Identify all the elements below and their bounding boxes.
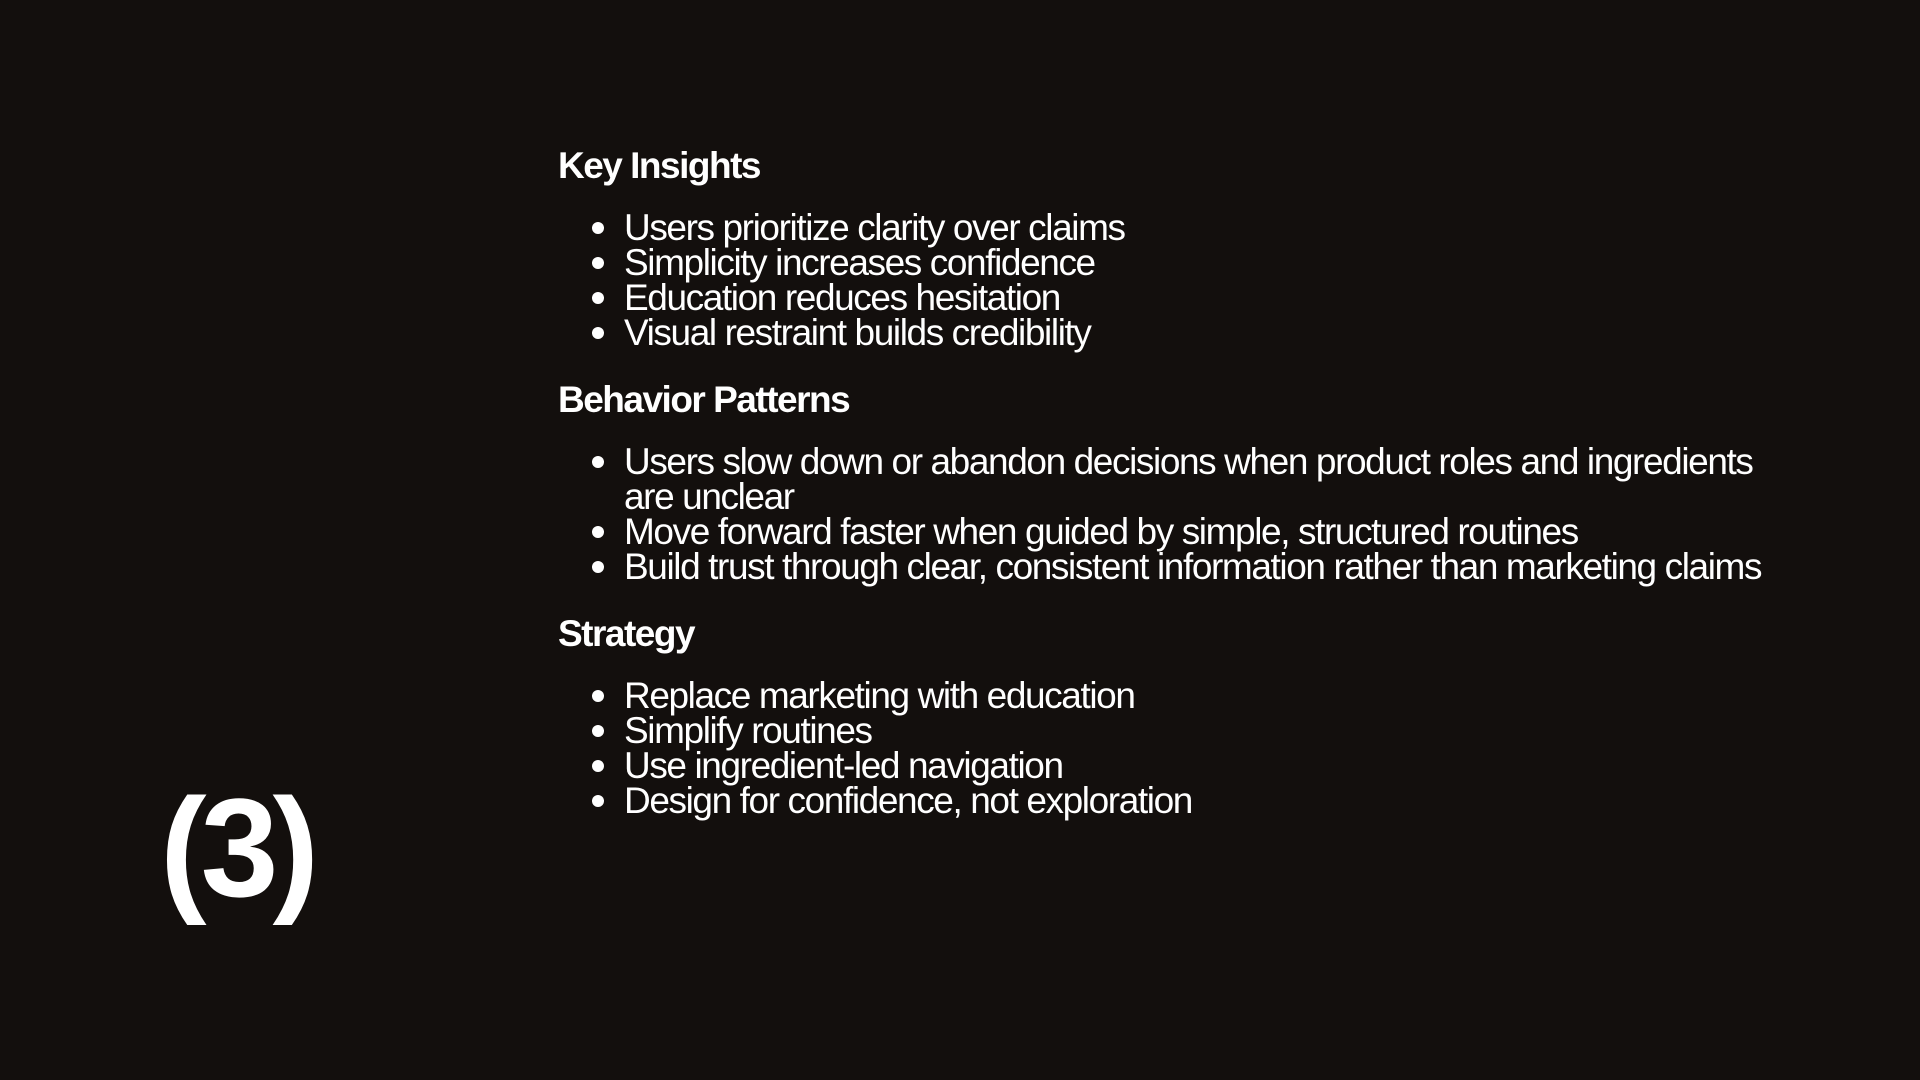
bullet-list: [558, 675, 1788, 821]
section-strategy: [558, 608, 1788, 821]
list-item: Replace marketing with education: [558, 678, 1788, 713]
list-item: Build trust through clear, consistent information rather than marketing claims: [558, 549, 1788, 584]
list-item: Use ingredient-led navigation: [558, 748, 1788, 783]
list-item: Simplify routines: [558, 713, 1788, 748]
list-item: Move forward faster when guided by simple, structured routines: [558, 514, 1788, 549]
list-item: Users slow down or abandon decisions when product roles and ingredients are unclear: [558, 444, 1788, 514]
section-title: Key Insights: [558, 145, 760, 186]
list-item: Design for confidence, not exploration: [558, 783, 1788, 818]
slide-number: (3): [160, 769, 314, 926]
list-item: Simplicity increases confidence: [558, 245, 1788, 280]
content-column: [558, 140, 1788, 842]
section-title: Strategy: [558, 613, 695, 654]
section-title: Behavior Patterns: [558, 379, 850, 420]
section-key-insights: [558, 140, 1788, 353]
list-item: Users prioritize clarity over claims: [558, 210, 1788, 245]
list-item: Education reduces hesitation: [558, 280, 1788, 315]
section-behavior-patterns: [558, 374, 1788, 587]
bullet-list: [558, 441, 1788, 587]
list-item: Visual restraint builds credibility: [558, 315, 1788, 350]
bullet-list: [558, 207, 1788, 353]
